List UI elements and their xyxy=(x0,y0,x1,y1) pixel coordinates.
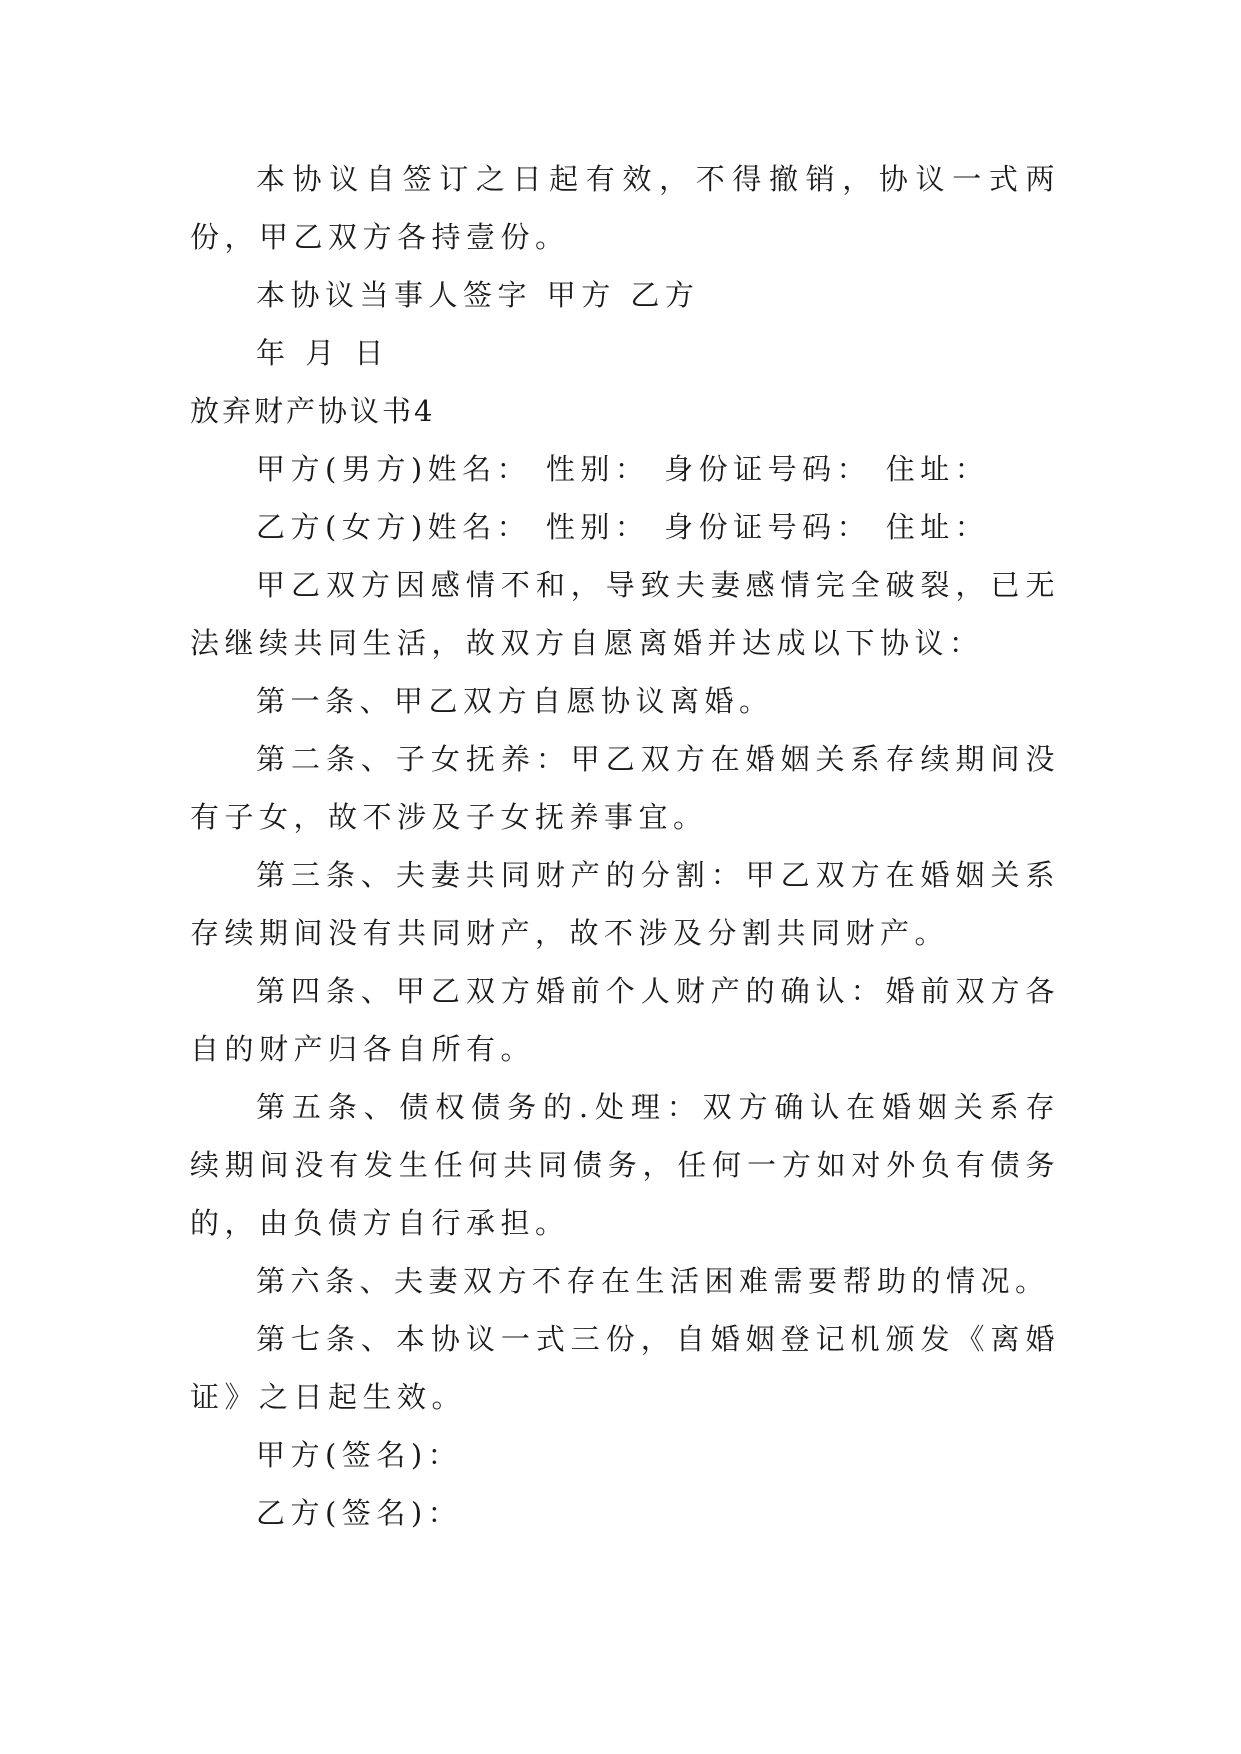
paragraph-signatories: 本协议当事人签字 甲方 乙方 xyxy=(256,278,700,312)
paragraph-party-b-info: 乙方(女方)姓名： 性别： 身份证号码： 住址： xyxy=(256,510,990,544)
document-section-title: 放弃财产协议书4 xyxy=(190,394,436,428)
paragraph-article-4: 第四条、甲乙双方婚前个人财产的确认：婚前双方各自的财产归各自所有。 xyxy=(190,974,1060,1066)
paragraph-preamble: 甲乙双方因感情不和，导致夫妻感情完全破裂，已无法继续共同生活，故双方自愿离婚并达成以下协议： xyxy=(190,568,1060,660)
paragraph-article-3: 第三条、夫妻共同财产的分割：甲乙双方在婚姻关系存续期间没有共同财产，故不涉及分割共同财产。 xyxy=(190,858,1060,950)
document-page xyxy=(190,150,1060,1542)
paragraph-effective-clause: 本协议自签订之日起有效，不得撤销，协议一式两份，甲乙双方各持壹份。 xyxy=(190,162,1060,254)
paragraph-article-5: 第五条、债权债务的.处理：双方确认在婚姻关系存续期间没有发生任何共同债务，任何一方如对外负有债务的，由负债方自行承担。 xyxy=(190,1090,1060,1240)
paragraph-article-1: 第一条、甲乙双方自愿协议离婚。 xyxy=(256,684,774,718)
paragraph-article-2: 第二条、子女抚养：甲乙双方在婚姻关系存续期间没有子女，故不涉及子女抚养事宜。 xyxy=(190,742,1060,834)
paragraph-article-7: 第七条、本协议一式三份，自婚姻登记机颁发《离婚证》之日起生效。 xyxy=(190,1322,1060,1414)
paragraph-party-b-signature: 乙方(签名)： xyxy=(256,1496,463,1530)
paragraph-party-a-info: 甲方(男方)姓名： 性别： 身份证号码： 住址： xyxy=(256,452,990,486)
paragraph-date-line: 年 月 日 xyxy=(256,336,389,370)
paragraph-party-a-signature: 甲方(签名)： xyxy=(256,1438,463,1472)
paragraph-article-6: 第六条、夫妻双方不存在生活困难需要帮助的情况。 xyxy=(256,1264,1050,1298)
